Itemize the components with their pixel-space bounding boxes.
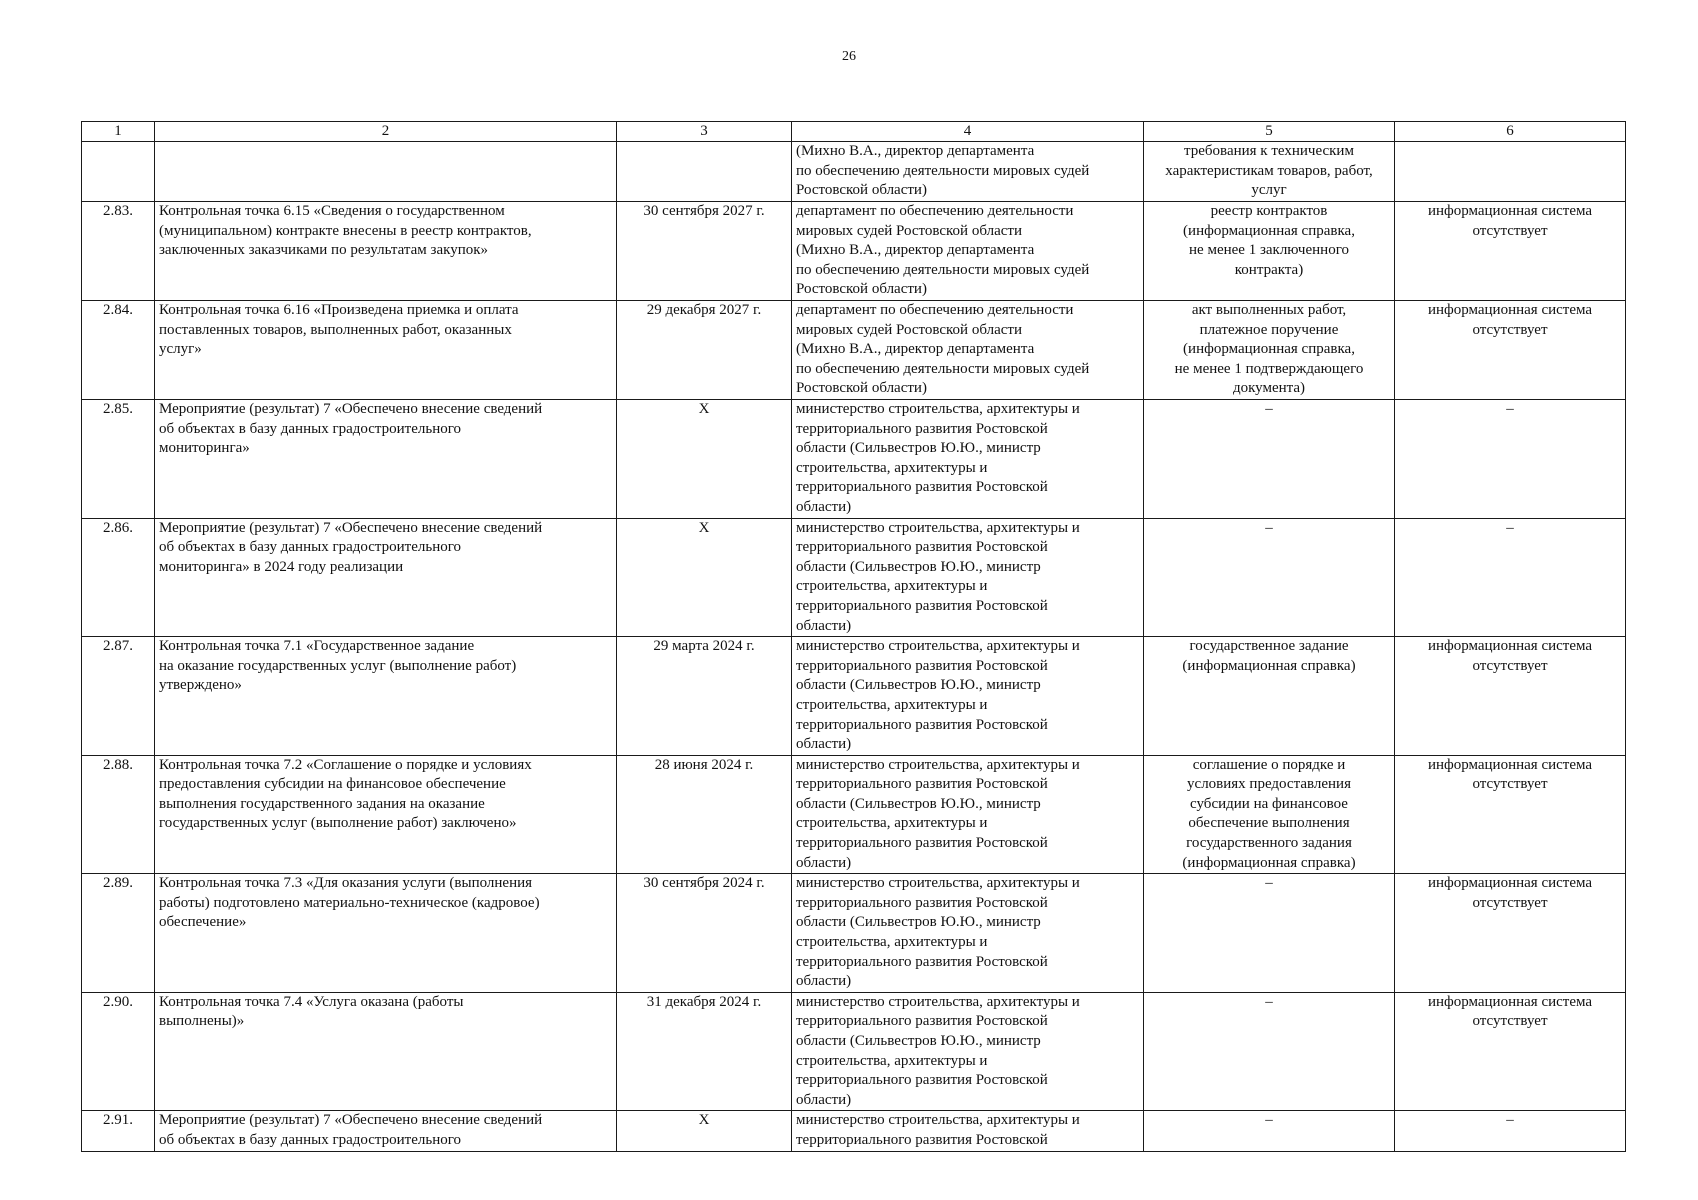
column-header: 1: [82, 122, 155, 142]
cell-text-line: Контрольная точка 7.1 «Государственное задание: [159, 638, 475, 655]
info-system-cell: [1395, 518, 1626, 637]
cell-text-line: территориального развития Ростовской: [796, 776, 1048, 793]
cell-text-line: (Михно В.А., директор департамента: [796, 242, 1035, 259]
row-number-cell: [82, 755, 155, 874]
cell-text-line: условиях предоставления: [1187, 776, 1351, 793]
deadline-cell: [617, 874, 792, 993]
cell-text-line: по обеспечению деятельности мировых судей: [796, 162, 1090, 179]
cell-text-line: мировых судей Ростовской области: [796, 222, 1022, 239]
cell-text: Х: [698, 1112, 710, 1129]
responsible-cell: [792, 755, 1144, 874]
cell-text-line: об объектах в базу данных градостроительного: [159, 539, 462, 556]
cell-text-line: министерство строительства, архитектуры и: [796, 638, 1080, 655]
page-number: 26: [842, 49, 856, 64]
cell-text-line: мировых судей Ростовской области: [796, 321, 1022, 338]
cell-text: 2.91.: [103, 1112, 133, 1129]
cell-text-line: области (Сильвестров Ю.Ю., министр: [796, 677, 1041, 694]
cell-text-line: Контрольная точка 7.4 «Услуга оказана (работы: [159, 993, 464, 1010]
cell-text-line: министерство строительства, архитектуры и: [796, 875, 1080, 892]
cell-text-line: территориального развития Ростовской: [796, 894, 1048, 911]
cell-text-line: мониторинга» в 2024 году реализации: [159, 558, 404, 575]
cell-text-line: области (Сильвестров Ю.Ю., министр: [796, 914, 1041, 931]
cell-text-line: Мероприятие (результат) 7 «Обеспечено внесение сведений: [159, 401, 543, 417]
cell-text-line: области): [796, 498, 852, 515]
cell-text-line: Ростовской области): [796, 182, 927, 199]
cell-text-line: территориального развития Ростовской: [796, 657, 1048, 674]
item-name-cell: [155, 874, 617, 993]
cell-text-line: области): [796, 973, 852, 990]
table-row: [82, 874, 1626, 993]
cell-text-line: Контрольная точка 7.2 «Соглашение о порядке и условиях: [159, 756, 532, 773]
row-number-cell: [82, 874, 155, 993]
info-system-cell: [1395, 637, 1626, 756]
item-name-cell: [155, 142, 617, 202]
cell-text-line: выполнения государственного задания на оказание: [159, 795, 485, 812]
cell-text-line: выполнены)»: [159, 1013, 245, 1030]
cell-text-line: –: [1265, 401, 1273, 417]
deadline-cell: [617, 755, 792, 874]
cell-text-line: –: [1506, 1112, 1514, 1129]
cell-text-line: министерство строительства, архитектуры и: [796, 993, 1080, 1010]
cell-text-line: информационная система: [1427, 993, 1593, 1010]
table-row: [82, 202, 1626, 301]
table-body: [82, 142, 1626, 1152]
item-name-cell: [155, 518, 617, 637]
cell-text-line: предоставления субсидии на финансовое обеспечение: [159, 776, 506, 793]
cell-text-line: (информационная справка,: [1183, 222, 1355, 239]
cell-text-line: информационная система: [1427, 756, 1593, 773]
deadline-cell: [617, 637, 792, 756]
cell-text-line: отсутствует: [1472, 657, 1548, 674]
document-cell: [1144, 637, 1395, 756]
cell-text-line: строительства, архитектуры и: [796, 815, 988, 832]
table-row: [82, 301, 1626, 400]
cell-text-line: территориального развития Ростовской: [796, 1072, 1048, 1089]
cell-text-line: поставленных товаров, выполненных работ, оказанных: [159, 321, 512, 338]
cell-text-line: заключенных заказчиками по результатам закупок»: [159, 242, 489, 259]
cell-text-line: Контрольная точка 6.15 «Сведения о государственном: [159, 203, 505, 219]
cell-text-line: территориального развития Ростовской: [796, 716, 1048, 733]
item-name-cell: [155, 1111, 617, 1151]
cell-text-line: –: [1265, 1112, 1273, 1129]
cell-text-line: информационная система: [1427, 203, 1593, 219]
responsible-cell: [792, 301, 1144, 400]
cell-text-line: министерство строительства, архитектуры и: [796, 1112, 1080, 1129]
cell-text-line: Контрольная точка 6.16 «Произведена приемка и оплата: [159, 302, 519, 318]
cell-text-line: территориального развития Ростовской: [796, 597, 1048, 614]
document-cell: [1144, 202, 1395, 301]
cell-text-line: утверждено»: [159, 677, 242, 694]
cell-text-line: обеспечение»: [159, 914, 247, 931]
cell-text-line: характеристикам товаров, работ,: [1165, 162, 1373, 179]
row-number-cell: [82, 518, 155, 637]
deadline-cell: [617, 301, 792, 400]
cell-text-line: (Михно В.А., директор департамента: [796, 143, 1035, 159]
row-number-cell: [82, 1111, 155, 1151]
document-cell: [1144, 400, 1395, 519]
document-cell: [1144, 518, 1395, 637]
cell-text: 2.83.: [103, 203, 133, 219]
cell-text: 2.86.: [103, 519, 133, 536]
row-number-cell: [82, 637, 155, 756]
cell-text-line: области (Сильвестров Ю.Ю., министр: [796, 440, 1041, 457]
info-system-cell: [1395, 400, 1626, 519]
document-cell: [1144, 142, 1395, 202]
cell-text: 2.90.: [103, 993, 133, 1010]
column-header: 5: [1144, 122, 1395, 142]
cell-text-line: работы) подготовлено материально-техническое (кадровое): [159, 894, 540, 911]
column-header: 4: [792, 122, 1144, 142]
cell-text: 30 сентября 2027 г.: [643, 203, 765, 219]
cell-text-line: по обеспечению деятельности мировых судей: [796, 261, 1090, 278]
responsible-cell: [792, 400, 1144, 519]
cell-text: 28 июня 2024 г.: [654, 756, 754, 773]
item-name-cell: [155, 202, 617, 301]
cell-text-line: государственное задание: [1189, 638, 1349, 655]
cell-text-line: министерство строительства, архитектуры и: [796, 519, 1080, 536]
cell-text-line: Ростовской области): [796, 380, 927, 397]
cell-text-line: области): [796, 1091, 852, 1108]
cell-text-line: Ростовской области): [796, 281, 927, 298]
item-name-cell: [155, 400, 617, 519]
deadline-cell: [617, 1111, 792, 1151]
cell-text-line: требования к техническим: [1184, 143, 1354, 159]
cell-text-line: территориального развития Ростовской: [796, 420, 1048, 437]
table-row: [82, 142, 1626, 202]
cell-text-line: контракта): [1234, 261, 1304, 278]
cell-text: 2.88.: [103, 756, 133, 773]
cell-text-line: услуг»: [159, 341, 202, 358]
responsible-cell: [792, 518, 1144, 637]
cell-text-line: –: [1265, 993, 1273, 1010]
cell-text: 30 сентября 2024 г.: [643, 875, 765, 892]
cell-text-line: строительства, архитектуры и: [796, 1052, 988, 1069]
cell-text: 2.85.: [103, 401, 133, 417]
table-row: [82, 755, 1626, 874]
cell-text-line: не менее 1 заключенного: [1189, 242, 1349, 259]
cell-text-line: (информационная справка): [1182, 657, 1356, 674]
info-system-cell: [1395, 992, 1626, 1111]
table-row: [82, 400, 1626, 519]
row-number-cell: [82, 301, 155, 400]
cell-text-line: об объектах в базу данных градостроительного: [159, 420, 462, 437]
cell-text: 29 марта 2024 г.: [653, 638, 755, 655]
cell-text-line: территориального развития Ростовской: [796, 1131, 1048, 1148]
cell-text-line: отсутствует: [1472, 222, 1548, 239]
responsible-cell: [792, 637, 1144, 756]
cell-text-line: области): [796, 854, 852, 871]
cell-text-line: государственных услуг (выполнение работ) заключено»: [159, 815, 517, 832]
cell-text-line: информационная система: [1427, 638, 1593, 655]
info-system-cell: [1395, 301, 1626, 400]
cell-text-line: соглашение о порядке и: [1192, 756, 1346, 773]
deadline-cell: [617, 142, 792, 202]
cell-text-line: субсидии на финансовое: [1190, 795, 1348, 812]
cell-text-line: отсутствует: [1472, 894, 1548, 911]
document-cell: [1144, 874, 1395, 993]
item-name-cell: [155, 301, 617, 400]
cell-text-line: области (Сильвестров Ю.Ю., министр: [796, 795, 1041, 812]
cell-text-line: –: [1265, 519, 1273, 536]
row-number-cell: [82, 400, 155, 519]
cell-text-line: (Михно В.А., директор департамента: [796, 341, 1035, 358]
cell-text-line: территориального развития Ростовской: [796, 953, 1048, 970]
cell-text-line: строительства, архитектуры и: [796, 696, 988, 713]
document-cell: [1144, 1111, 1395, 1151]
responsible-cell: [792, 1111, 1144, 1151]
deadline-cell: [617, 518, 792, 637]
cell-text-line: –: [1265, 875, 1273, 892]
cell-text-line: информационная система: [1427, 302, 1593, 318]
cell-text-line: отсутствует: [1472, 776, 1548, 793]
info-system-cell: [1395, 874, 1626, 993]
cell-text-line: не менее 1 подтверждающего: [1174, 360, 1364, 377]
cell-text-line: реестр контрактов: [1210, 203, 1328, 219]
cell-text-line: области): [796, 617, 852, 634]
responsible-cell: [792, 142, 1144, 202]
info-system-cell: [1395, 1111, 1626, 1151]
cell-text-line: по обеспечению деятельности мировых судей: [796, 360, 1090, 377]
item-name-cell: [155, 637, 617, 756]
cell-text-line: строительства, архитектуры и: [796, 459, 988, 476]
cell-text-line: информационная система: [1427, 875, 1593, 892]
cell-text-line: отсутствует: [1472, 1013, 1548, 1030]
cell-text: 2.89.: [103, 875, 133, 892]
cell-text-line: министерство строительства, архитектуры и: [796, 756, 1080, 773]
deadline-cell: [617, 400, 792, 519]
cell-text-line: территориального развития Ростовской: [796, 539, 1048, 556]
cell-text-line: на оказание государственных услуг (выполнение работ): [159, 657, 517, 674]
cell-text-line: департамент по обеспечению деятельности: [796, 203, 1074, 219]
deadline-cell: [617, 202, 792, 301]
cell-text-line: строительства, архитектуры и: [796, 934, 988, 951]
table-row: [82, 518, 1626, 637]
deadline-cell: [617, 992, 792, 1111]
responsible-cell: [792, 202, 1144, 301]
cell-text: 2.84.: [103, 302, 133, 318]
column-header: 6: [1395, 122, 1626, 142]
cell-text-line: мониторинга»: [159, 440, 250, 457]
cell-text-line: государственного задания: [1186, 835, 1352, 852]
document-cell: [1144, 992, 1395, 1111]
cell-text-line: –: [1506, 401, 1514, 417]
cell-text-line: территориального развития Ростовской: [796, 479, 1048, 496]
info-system-cell: [1395, 202, 1626, 301]
table-row: [82, 637, 1626, 756]
cell-text-line: Мероприятие (результат) 7 «Обеспечено внесение сведений: [159, 519, 543, 536]
cell-text-line: области (Сильвестров Ю.Ю., министр: [796, 558, 1041, 575]
row-number-cell: [82, 992, 155, 1111]
cell-text-line: акт выполненных работ,: [1191, 302, 1347, 318]
cell-text-line: строительства, архитектуры и: [796, 578, 988, 595]
plan-table: [81, 121, 1626, 1152]
cell-text-line: департамент по обеспечению деятельности: [796, 302, 1074, 318]
cell-text: 2.87.: [103, 638, 133, 655]
cell-text-line: территориального развития Ростовской: [796, 1013, 1048, 1030]
cell-text-line: (муниципальном) контракте внесены в реестр контрактов,: [159, 222, 532, 239]
item-name-cell: [155, 755, 617, 874]
cell-text: Х: [698, 401, 710, 417]
cell-text: 29 декабря 2027 г.: [646, 302, 762, 318]
item-name-cell: [155, 992, 617, 1111]
cell-text: 31 декабря 2024 г.: [646, 993, 762, 1010]
cell-text-line: –: [1506, 519, 1514, 536]
document-cell: [1144, 755, 1395, 874]
row-number-cell: [82, 202, 155, 301]
cell-text-line: Контрольная точка 7.3 «Для оказания услуги (выполнения: [159, 875, 533, 892]
cell-text-line: услуг: [1251, 182, 1287, 199]
table-row: [82, 992, 1626, 1111]
cell-text-line: области): [796, 736, 852, 753]
table-row: [82, 1111, 1626, 1151]
cell-text-line: отсутствует: [1472, 321, 1548, 338]
cell-text-line: территориального развития Ростовской: [796, 835, 1048, 852]
cell-text-line: документа): [1232, 380, 1306, 397]
responsible-cell: [792, 874, 1144, 993]
cell-text-line: области (Сильвестров Ю.Ю., министр: [796, 1033, 1041, 1049]
cell-text-line: министерство строительства, архитектуры и: [796, 401, 1080, 417]
cell-text: Х: [698, 519, 710, 536]
row-number-cell: [82, 142, 155, 202]
info-system-cell: [1395, 755, 1626, 874]
cell-text-line: (информационная справка,: [1183, 341, 1355, 358]
column-header: 3: [617, 122, 792, 142]
responsible-cell: [792, 992, 1144, 1111]
cell-text-line: обеспечение выполнения: [1188, 815, 1350, 832]
cell-text-line: платежное поручение: [1199, 321, 1339, 338]
column-header: 2: [155, 122, 617, 142]
cell-text-line: об объектах в базу данных градостроительного: [159, 1131, 462, 1148]
document-cell: [1144, 301, 1395, 400]
cell-text-line: Мероприятие (результат) 7 «Обеспечено внесение сведений: [159, 1112, 543, 1129]
table-header-row: [82, 122, 1626, 142]
info-system-cell: [1395, 142, 1626, 202]
cell-text-line: (информационная справка): [1182, 854, 1356, 871]
